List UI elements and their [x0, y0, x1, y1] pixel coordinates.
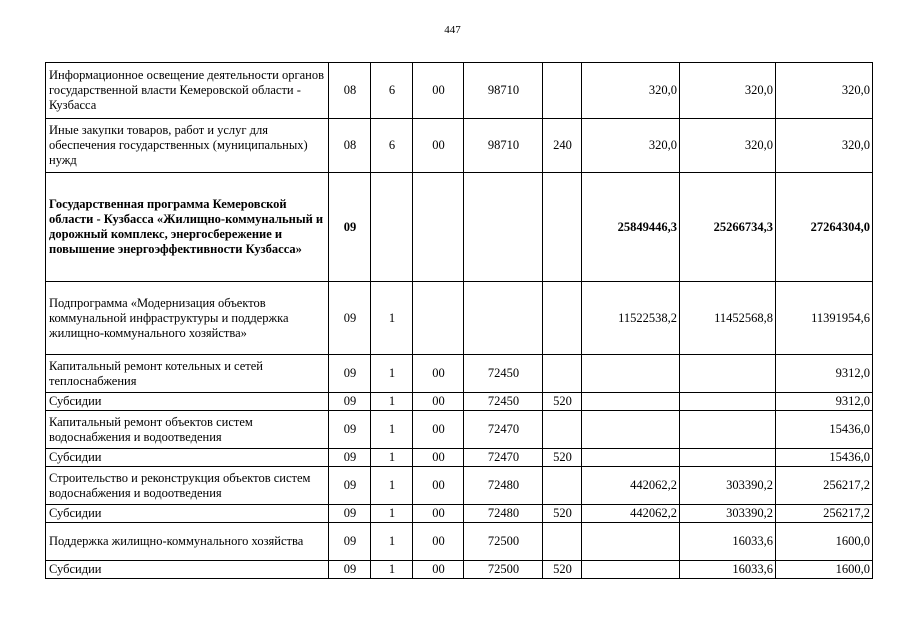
cell-amount-2: [680, 355, 776, 393]
cell-subprogram: 00: [413, 63, 464, 119]
cell-program: 1: [371, 505, 413, 523]
cell-direction: 72500: [464, 561, 543, 579]
row-name: Субсидии: [46, 561, 329, 579]
table-row: [46, 173, 873, 282]
cell-amount-3: 11391954,6: [776, 282, 873, 355]
cell-section: 09: [329, 355, 371, 393]
cell-amount-1: [582, 393, 680, 411]
cell-amount-1: 442062,2: [582, 505, 680, 523]
cell-subprogram: 00: [413, 467, 464, 505]
cell-amount-1: 11522538,2: [582, 282, 680, 355]
cell-section: 09: [329, 411, 371, 449]
table-row: [46, 449, 873, 467]
cell-amount-3: 256217,2: [776, 505, 873, 523]
cell-subprogram: 00: [413, 119, 464, 173]
row-name: Капитальный ремонт котельных и сетей теплоснабжения: [46, 355, 329, 393]
cell-direction: 72480: [464, 467, 543, 505]
cell-program: 6: [371, 63, 413, 119]
cell-program: 1: [371, 467, 413, 505]
cell-program: 1: [371, 393, 413, 411]
cell-section: 09: [329, 282, 371, 355]
table-row: [46, 355, 873, 393]
row-name: Государственная программа Кемеровской области - Кузбасса «Жилищно-коммунальный и дорожный комплекс, энергосбережение и повышение энергоэффективности Кузбасса»: [46, 173, 329, 282]
cell-expense-type: [543, 355, 582, 393]
cell-direction: 72480: [464, 505, 543, 523]
cell-expense-type: [543, 173, 582, 282]
cell-section: 09: [329, 449, 371, 467]
cell-amount-2: [680, 411, 776, 449]
cell-amount-1: [582, 411, 680, 449]
cell-direction: 98710: [464, 119, 543, 173]
cell-direction: 72470: [464, 411, 543, 449]
cell-amount-1: [582, 523, 680, 561]
table-row: [46, 282, 873, 355]
cell-expense-type: [543, 63, 582, 119]
cell-section: 09: [329, 393, 371, 411]
table-row: [46, 63, 873, 119]
cell-amount-1: 320,0: [582, 119, 680, 173]
cell-subprogram: 00: [413, 449, 464, 467]
table-row: [46, 119, 873, 173]
cell-amount-1: [582, 355, 680, 393]
cell-program: [371, 173, 413, 282]
cell-subprogram: [413, 173, 464, 282]
row-name: Подпрограмма «Модернизация объектов коммунальной инфраструктуры и поддержка жилищно-коммунального хозяйства»: [46, 282, 329, 355]
cell-direction: 72500: [464, 523, 543, 561]
cell-subprogram: 00: [413, 561, 464, 579]
row-name: Субсидии: [46, 449, 329, 467]
cell-program: 1: [371, 282, 413, 355]
table-row: [46, 393, 873, 411]
cell-expense-type: 520: [543, 505, 582, 523]
cell-subprogram: 00: [413, 505, 464, 523]
cell-subprogram: [413, 282, 464, 355]
cell-program: 6: [371, 119, 413, 173]
cell-section: 09: [329, 505, 371, 523]
row-name: Информационное освещение деятельности органов государственной власти Кемеровской области - Кузбасса: [46, 63, 329, 119]
cell-amount-3: 320,0: [776, 119, 873, 173]
cell-amount-3: 9312,0: [776, 393, 873, 411]
cell-direction: 72470: [464, 449, 543, 467]
cell-amount-3: 1600,0: [776, 561, 873, 579]
cell-amount-3: 1600,0: [776, 523, 873, 561]
table-row: [46, 411, 873, 449]
table-row: [46, 523, 873, 561]
cell-program: 1: [371, 355, 413, 393]
row-name: Субсидии: [46, 505, 329, 523]
budget-table: [45, 62, 873, 579]
cell-amount-2: 303390,2: [680, 467, 776, 505]
row-name: Капитальный ремонт объектов систем водоснабжения и водоотведения: [46, 411, 329, 449]
cell-amount-2: [680, 449, 776, 467]
cell-direction: 98710: [464, 63, 543, 119]
row-name: Субсидии: [46, 393, 329, 411]
table-row: [46, 561, 873, 579]
cell-amount-3: 15436,0: [776, 449, 873, 467]
cell-amount-1: 25849446,3: [582, 173, 680, 282]
cell-section: 09: [329, 467, 371, 505]
cell-amount-1: [582, 449, 680, 467]
cell-section: 09: [329, 561, 371, 579]
table-row: [46, 505, 873, 523]
cell-direction: 72450: [464, 355, 543, 393]
cell-amount-2: 16033,6: [680, 523, 776, 561]
cell-subprogram: 00: [413, 355, 464, 393]
cell-amount-2: 320,0: [680, 63, 776, 119]
cell-amount-1: 320,0: [582, 63, 680, 119]
cell-amount-2: 11452568,8: [680, 282, 776, 355]
cell-amount-2: 320,0: [680, 119, 776, 173]
cell-amount-2: 16033,6: [680, 561, 776, 579]
cell-program: 1: [371, 561, 413, 579]
cell-amount-3: 320,0: [776, 63, 873, 119]
cell-amount-2: 303390,2: [680, 505, 776, 523]
cell-section: 08: [329, 119, 371, 173]
cell-expense-type: 520: [543, 561, 582, 579]
cell-amount-2: 25266734,3: [680, 173, 776, 282]
row-name: Поддержка жилищно-коммунального хозяйства: [46, 523, 329, 561]
cell-expense-type: [543, 411, 582, 449]
cell-expense-type: 520: [543, 393, 582, 411]
cell-amount-3: 9312,0: [776, 355, 873, 393]
cell-section: 08: [329, 63, 371, 119]
cell-subprogram: 00: [413, 411, 464, 449]
cell-section: 09: [329, 173, 371, 282]
cell-section: 09: [329, 523, 371, 561]
cell-direction: [464, 173, 543, 282]
cell-program: 1: [371, 411, 413, 449]
cell-subprogram: 00: [413, 523, 464, 561]
cell-amount-1: 442062,2: [582, 467, 680, 505]
cell-expense-type: [543, 467, 582, 505]
cell-program: 1: [371, 523, 413, 561]
cell-direction: 72450: [464, 393, 543, 411]
cell-expense-type: [543, 523, 582, 561]
cell-program: 1: [371, 449, 413, 467]
cell-expense-type: 240: [543, 119, 582, 173]
cell-amount-3: 27264304,0: [776, 173, 873, 282]
table-row: [46, 467, 873, 505]
row-name: Иные закупки товаров, работ и услуг для обеспечения государственных (муниципальных) нужд: [46, 119, 329, 173]
cell-amount-2: [680, 393, 776, 411]
cell-amount-3: 256217,2: [776, 467, 873, 505]
cell-subprogram: 00: [413, 393, 464, 411]
page-number: 447: [444, 24, 461, 36]
cell-direction: [464, 282, 543, 355]
cell-expense-type: [543, 282, 582, 355]
cell-amount-3: 15436,0: [776, 411, 873, 449]
row-name: Строительство и реконструкция объектов систем водоснабжения и водоотведения: [46, 467, 329, 505]
cell-amount-1: [582, 561, 680, 579]
cell-expense-type: 520: [543, 449, 582, 467]
